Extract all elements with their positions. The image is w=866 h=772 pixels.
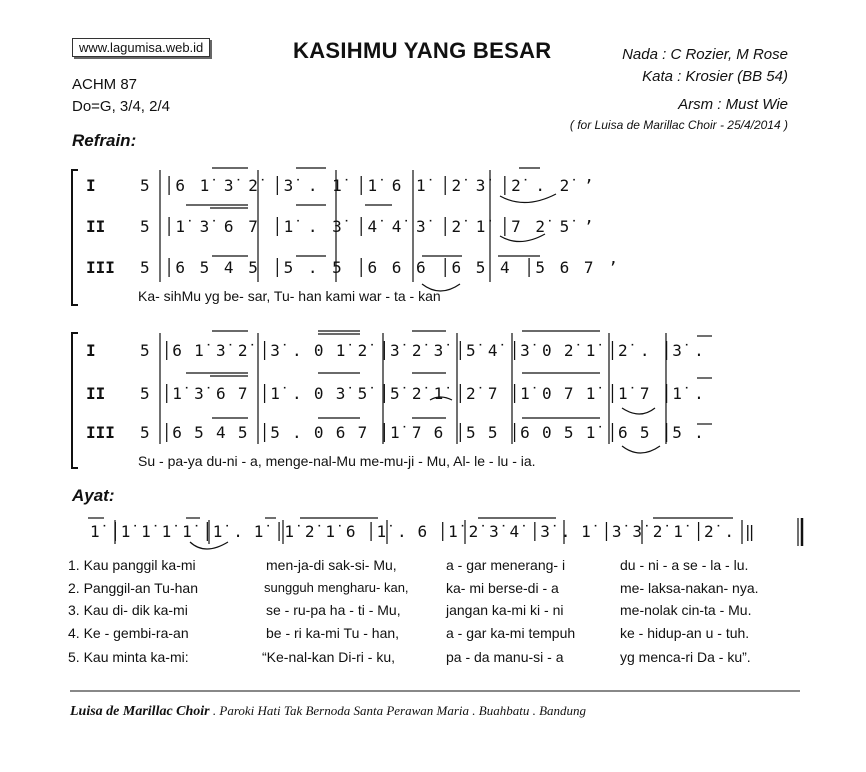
notes-s1-part3: 5 │6 5 4 5 │5 . 5 │6 6 6 │6 5 4 │5 6 7 ’: [140, 258, 620, 277]
song-title: KASIHMU YANG BESAR: [293, 38, 552, 63]
verse-4-d: ke - hidup-an u - tuh.: [620, 625, 750, 641]
website-label: www.lagumisa.web.id: [72, 38, 210, 57]
notes-s2-part2: 5 │1̇ 3̇ 6 7 │1̇ . 0 3̇ 5̇ │5̇ 2̇ 1̇ │2̇ 7 │1̇ 0 7 1̇ │1̇ 7 │1̇ .: [140, 384, 705, 403]
verse-4-b: be - ri ka-mi Tu - han,: [266, 625, 400, 641]
part-label-3: III: [86, 258, 115, 277]
ayat-notes: 1̇ │1̇ 1̇ 1̇ 1̇ │1̇ . 1̇ │1̇ 2̇ 1̇ 6 │1̇ . 6 │1̇ 2̇ 3̇ 4̇ │3̇ . 1̇ │3̇ 3̇ 2̇ 1̇ │2̇ . ‖: [90, 522, 756, 541]
verse-3-c: jangan ka-mi ki - ni: [446, 602, 564, 618]
part-label-3b: III: [86, 423, 115, 442]
verse-5-b: “Ke-nal-kan Di-ri - ku,: [262, 649, 396, 665]
part-label-1b: I: [86, 341, 96, 360]
verse-3-b: se - ru-pa ha - ti - Mu,: [266, 602, 401, 618]
footer-parish: . Paroki Hati Tak Bernoda Santa Perawan Maria . Buahbatu . Bandung: [209, 703, 587, 718]
verse-4-c: a - gar ka-mi tempuh: [446, 625, 576, 641]
ayat-label: Ayat:: [72, 486, 115, 505]
part-label-2b: II: [86, 384, 106, 403]
verse-1-d: du - ni - a se - la - lu.: [620, 557, 749, 573]
lyricist-credit: Kata : Krosier (BB 54): [642, 68, 788, 85]
arranger-credit: Arsm : Must Wie: [678, 96, 788, 113]
verse-1-a: 1. Kau panggil ka-mi: [68, 557, 196, 573]
verse-2-d: me- laksa-nakan- nya.: [620, 580, 759, 596]
verse-4-a: 4. Ke - gembi-ra-an: [68, 625, 189, 641]
dedication-credit: ( for Luisa de Marillac Choir - 25/4/2014 ): [569, 118, 788, 132]
verse-3-d: me-nolak cin-ta - Mu.: [620, 602, 752, 618]
footer: [70, 703, 586, 720]
verse-5-d: yg menca-ri Da - ku”.: [620, 649, 751, 665]
lyrics-system-2: Su - pa-ya du-ni - a, menge-nal-Mu me-mu-ji - Mu, Al- le - lu - ia.: [138, 453, 536, 469]
composer-credit: Nada : C Rozier, M Rose: [622, 46, 788, 63]
part-label-1: I: [86, 176, 96, 195]
verse-3-a: 3. Kau di- dik ka-mi: [68, 602, 188, 618]
part-label-2: II: [86, 217, 106, 236]
verse-5-a: 5. Kau minta ka-mi:: [68, 649, 189, 665]
notes-s1-part1: 5 │6 1̇ 3̇ 2̇ │3̇ . 1̇ │1̇ 6 1̇ │2̇ 3̇ │2̇ . 2̇ ’: [140, 176, 596, 195]
key-signature: Do=G, 3/4, 2/4: [72, 98, 170, 115]
footer-choir: Luisa de Marillac Choir: [70, 704, 210, 719]
notes-s2-part3: 5 │6 5 4 5 │5 . 0 6 7 │1̇ 7 6 │5 5 │6 0 5 1̇ │6 5 │5 .: [140, 423, 705, 442]
lyrics-system-1: Ka- sihMu yg be- sar, Tu- han kami war - ta - kan: [138, 288, 441, 304]
refrain-label: Refrain:: [72, 131, 137, 150]
verse-2-a: 2. Panggil-an Tu-han: [68, 580, 198, 596]
verse-2-c: ka- mi berse-di - a: [446, 580, 559, 596]
notes-s2-part1: 5 │6 1̇ 3̇ 2̇ │3̇ . 0 1̇ 2̇ │3̇ 2̇ 3̇ │5̇ 4̇ │3̇ 0 2̇ 1̇ │2̇ . │3̇ .: [140, 341, 705, 360]
verse-2-b: sungguh mengharu- kan,: [264, 580, 409, 595]
notes-s1-part2: 5 │1̇ 3̇ 6 7 │1̇ . 3̇ │4̇ 4̇ 3̇ │2̇ 1̇ │7 2̇ 5̇ ’: [140, 217, 596, 236]
verse-1-c: a - gar menerang- i: [446, 557, 566, 573]
verse-1-b: men-ja-di sak-si- Mu,: [266, 557, 397, 573]
verse-5-c: pa - da manu-si - a: [446, 649, 564, 665]
song-code: ACHM 87: [72, 76, 138, 93]
